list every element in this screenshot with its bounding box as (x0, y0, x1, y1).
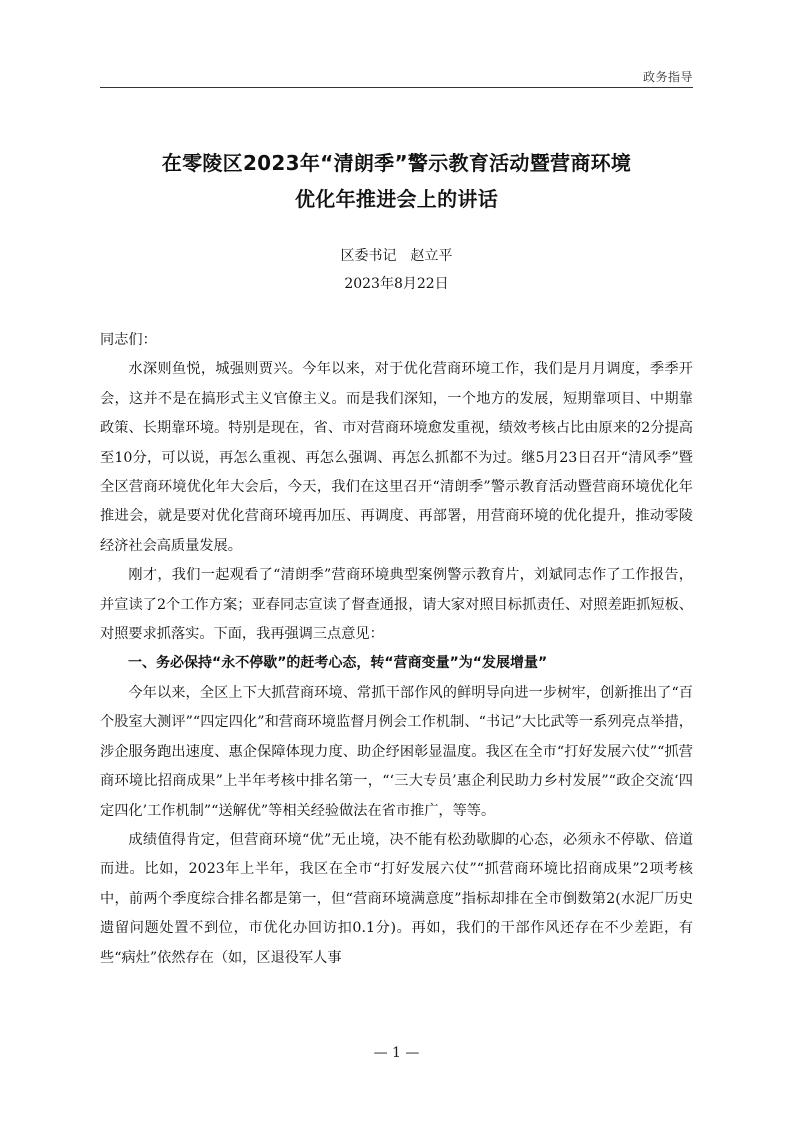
salutation: 同志们： (100, 332, 157, 348)
paragraph: 刚才，我们一起观看了“清朗季”营商环境典型案例警示教育片，刘斌同志作了工作报告，并宣读了2个工作方案；亚春同志宣读了督查通报，请大家对照目标抓责任、对照差距抓短板、对照要求抓落实。下面，我再强调三点意见： (100, 567, 693, 643)
title-line-2: 优化年推进会上的讲话 (295, 187, 498, 211)
document-title (100, 145, 693, 217)
date-line: 2023年8月22日 (344, 276, 449, 292)
paragraph: 今年以来，全区上下大抓营商环境、常抓干部作风的鲜明导向进一步树牢，创新推出了“百个股室大测评”“四定四化”和营商环境监督月例会工作机制、“书记”大比武等一系列亮点举措，涉企服务跑出速度、惠企保障体现力度、助企纾困彰显温度。我区在全市“打好发展六仗”“抓营商环境比招商成果”上半年考核中排名第一，“‘三大专员’惠企利民助力乡村发展”“政企交流‘四定四化’工作机制”“送解优”等相关经验做法在省市推广，等等。 (100, 684, 693, 819)
header-divider (100, 87, 693, 88)
section-label: 政务指导 (642, 70, 693, 84)
paragraph: 成绩值得肯定，但营商环境“优”无止境，决不能有松劲歇脚的心态，必须永不停歇、倍道而进。比如，2023年上半年，我区在全市“打好发展六仗”“抓营商环境比招商成果”2项考核中，前两个季度综合排名都是第一，但“营商环境满意度”指标却排在全市倒数第2(水泥厂历史遗留问题处置不到位，市优化办回访扣0.1分)。再如，我们的干部作风还存在不少差距，有些“病灶”依然存在（如，区退役军人事 (100, 831, 693, 966)
title-line-1: 在零陵区2023年“清朗季”警示教育活动暨营商环境 (161, 151, 632, 175)
section-heading: 一、务必保持“永不停歇”的赶考心态，转“营商变量”为“发展增量” (128, 655, 548, 672)
document-body (100, 326, 693, 973)
page-number: — 1 — (373, 1045, 420, 1061)
paragraph: 水深则鱼悦，城强则贾兴。今年以来，对于优化营商环境工作，我们是月月调度，季季开会，这并不是在搞形式主义官僚主义。而是我们深知，一个地方的发展，短期靠项目、中期靠政策、长期靠环境。特别是现在，省、市对营商环境愈发重视，绩效考核占比由原来的2分提高至10分，可以说，再怎么重视、再怎么强调、再怎么抓都不为过。继5月23日召开“清风季”暨全区营商环境优化年大会后，今天，我们在这里召开“清朗季”警示教育活动暨营商环境优化年推进会，就是要对优化营商环境再加压、再调度、再部署，用营商环境的优化提升，推动零陵经济社会高质量发展。 (100, 361, 693, 554)
author-line: 区委书记 赵立平 (340, 248, 453, 264)
